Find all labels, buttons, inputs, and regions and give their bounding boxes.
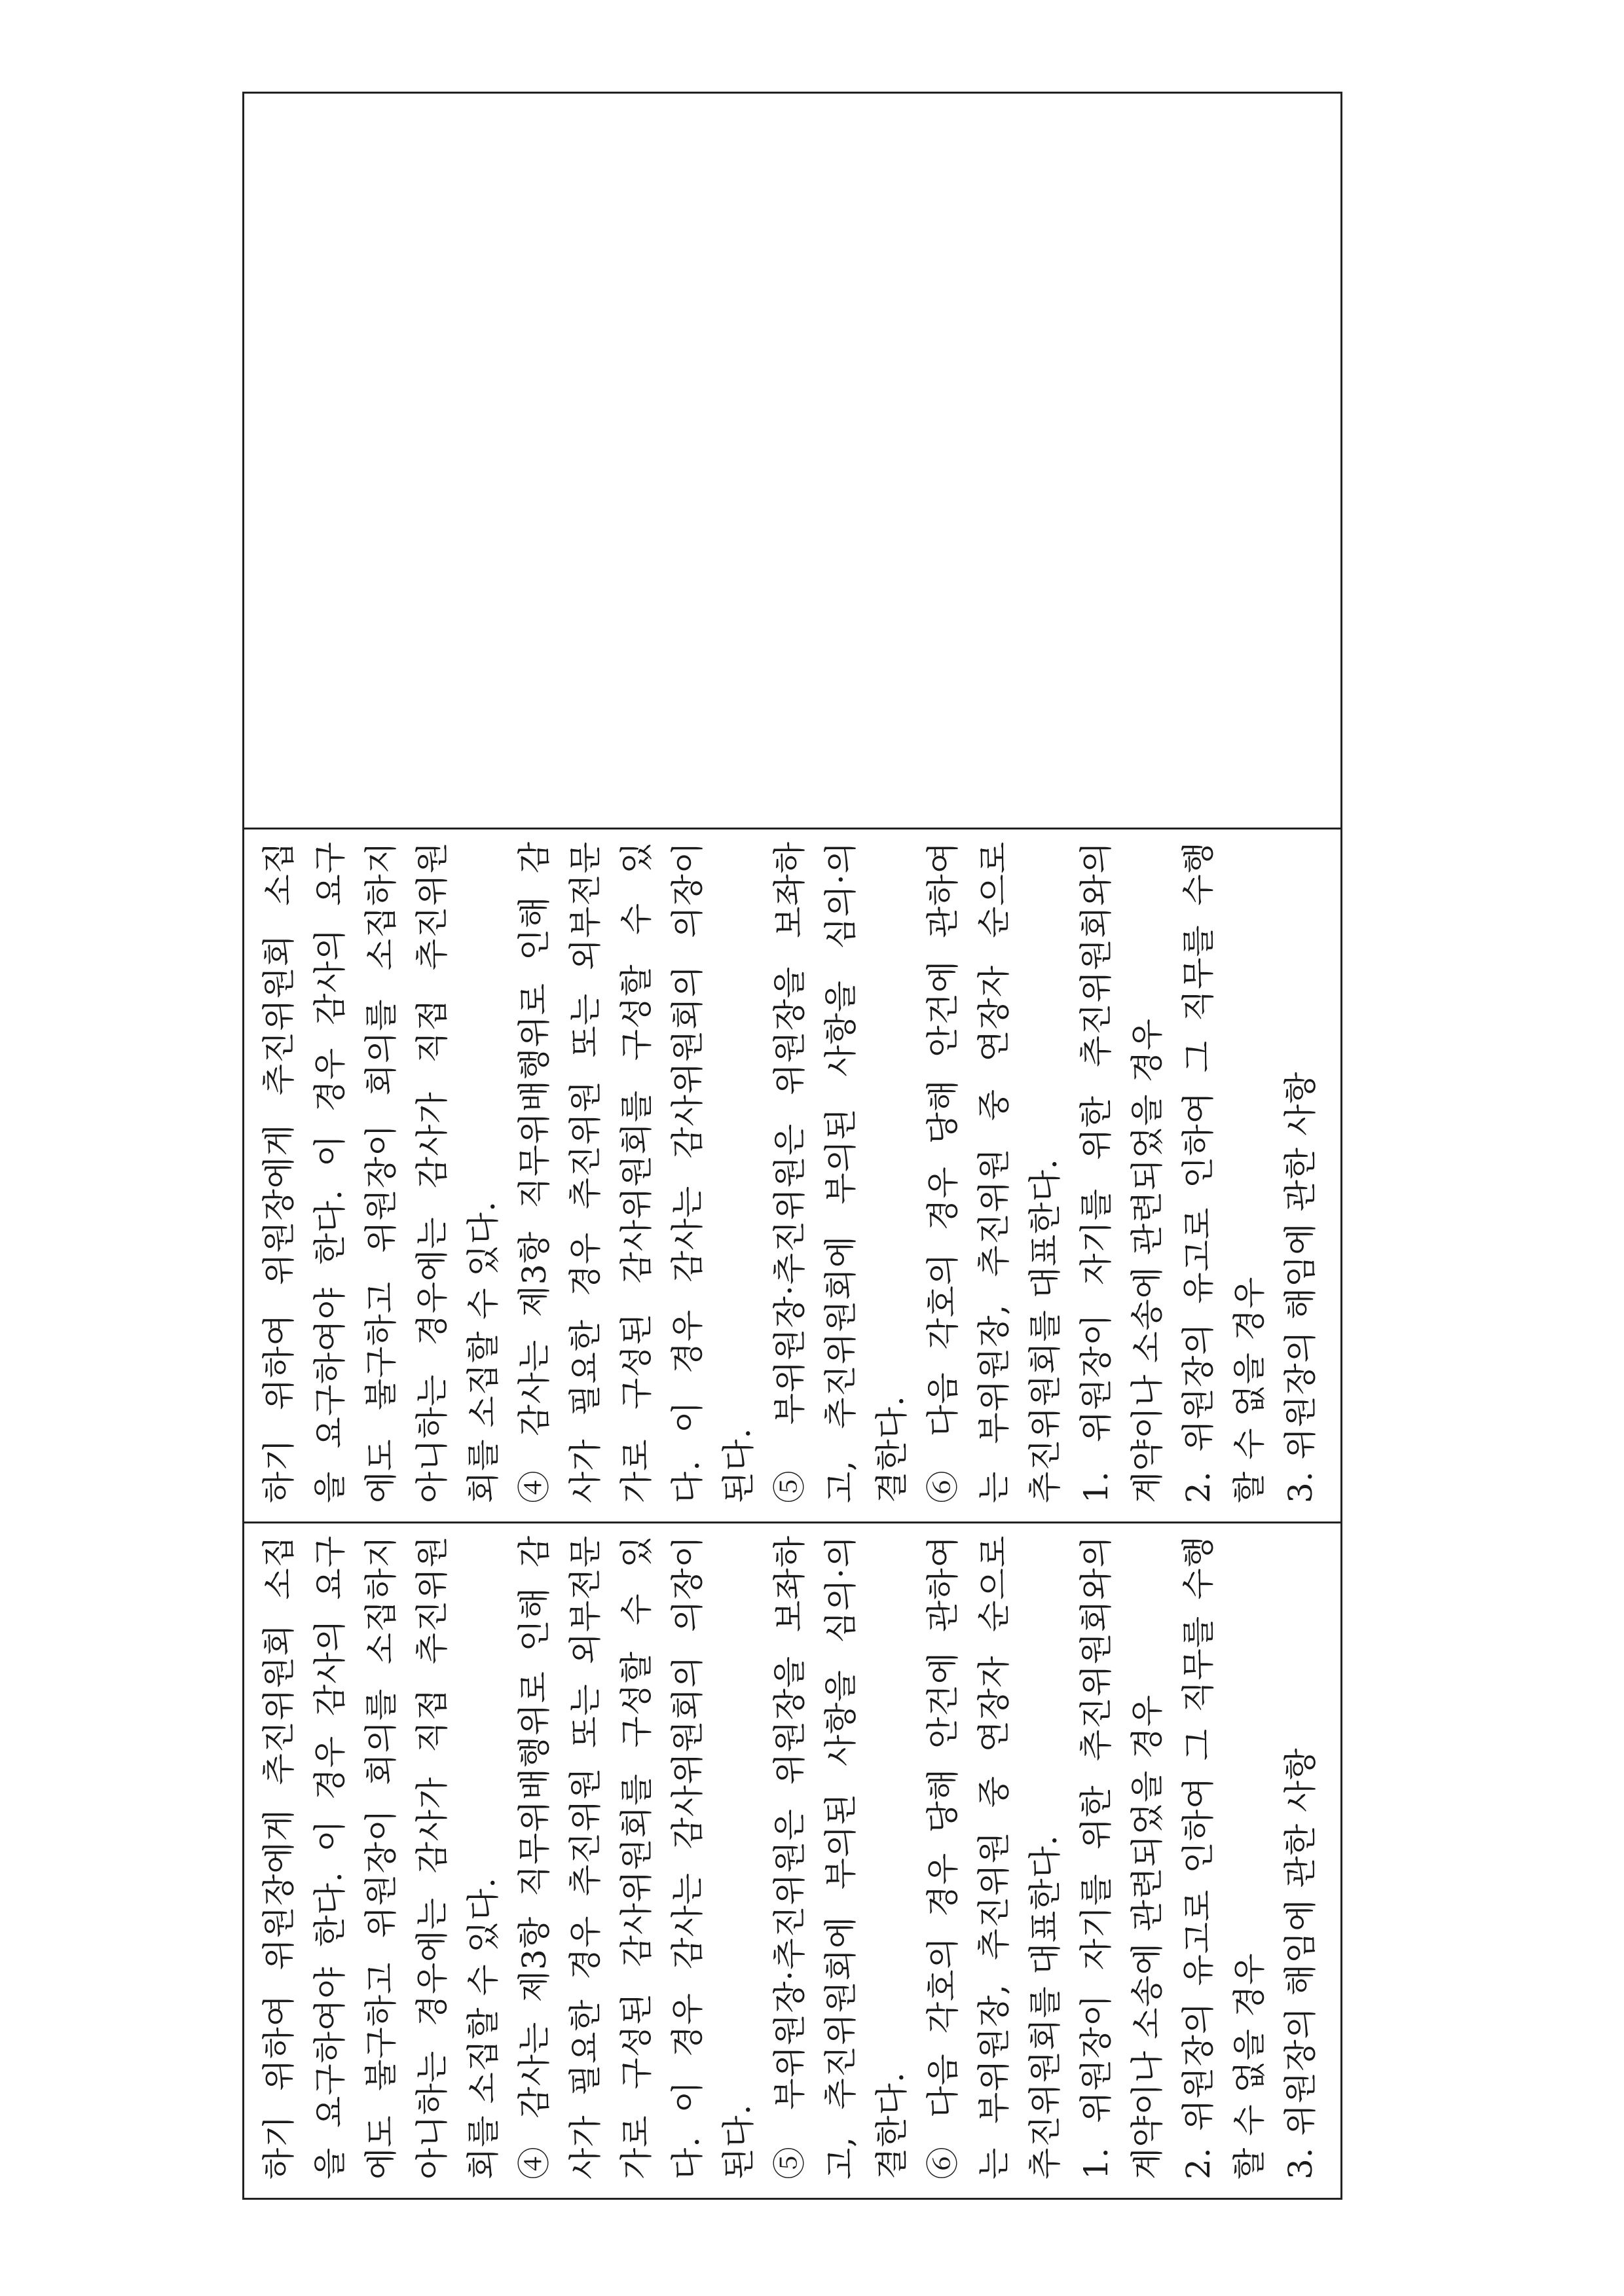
text-line: ⑤ 부위원장·추진위원은 위원장을 보좌하 bbox=[771, 841, 809, 1503]
text-line: 다. 이 경우 감사는 감사위원회의 의장이 bbox=[669, 1535, 707, 2179]
text-line: 계약이나 소송에 관련되었을 경우 bbox=[1128, 1694, 1166, 2179]
text-line: 가로 구성된 감사위원회를 구성할 수 있 bbox=[618, 1535, 655, 2179]
text-line: 을 요구하여야 한다. 이 경우 감사의 요구 bbox=[311, 841, 349, 1503]
text-line: 아니하는 경우에는 감사가 직접 추진위원 bbox=[413, 841, 451, 1503]
text-line: 사가 필요한 경우 추진위원 또는 외부전문 bbox=[566, 1535, 604, 2179]
text-line: 고, 추진위원회에 부의된 사항을 심의·의 bbox=[822, 1535, 860, 2179]
text-line: 2. 위원장의 유고로 인하여 그 직무를 수행 bbox=[1179, 1535, 1217, 2179]
text-line: 3. 위원장의 해임에 관한 사항 bbox=[1282, 1071, 1320, 1503]
text-line: 는 부위원장, 추진위원 중 연장자 순으로 bbox=[975, 841, 1013, 1503]
rotated-table bbox=[242, 92, 1342, 2200]
text-line: 결한다. bbox=[873, 2071, 911, 2179]
text-line: 된다. bbox=[720, 1427, 758, 1503]
text-line: 을 요구하여야 한다. 이 경우 감사의 요구 bbox=[311, 1535, 349, 2179]
text-line: 하기 위하여 위원장에게 추진위원회 소집 bbox=[260, 841, 298, 1503]
table-column-middle bbox=[244, 829, 1340, 1523]
text-line: 1. 위원장이 자기를 위한 추진위원회와의 bbox=[1077, 841, 1115, 1503]
text-line: 할 수 없을 경우 bbox=[1230, 1276, 1268, 1503]
text-line: 사가 필요한 경우 추진위원 또는 외부전문 bbox=[566, 841, 604, 1503]
text-line: 하기 위하여 위원장에게 추진위원회 소집 bbox=[260, 1535, 298, 2179]
document-page bbox=[242, 92, 1342, 2200]
text-line: ⑥ 다음 각호의 경우 당해 안건에 관하여 bbox=[924, 1535, 962, 2179]
text-line: 회를 소집할 수 있다. bbox=[464, 1877, 502, 2179]
text-line: ⑤ 부위원장·추진위원은 위원장을 보좌하 bbox=[771, 1535, 809, 2179]
table-column-right-empty bbox=[244, 94, 1340, 829]
text-line: 결한다. bbox=[873, 1395, 911, 1503]
text-line: 2. 위원장의 유고로 인하여 그 직무를 수행 bbox=[1179, 841, 1217, 1503]
text-line: 아니하는 경우에는 감사가 직접 추진위원 bbox=[413, 1535, 451, 2179]
text-line: 추진위원회를 대표한다. bbox=[1026, 1834, 1064, 2179]
text-line: ⑥ 다음 각호의 경우 당해 안건에 관하여 bbox=[924, 841, 962, 1503]
text-line: 1. 위원장이 자기를 위한 추진위원회와의 bbox=[1077, 1535, 1115, 2179]
text-line: 는 부위원장, 추진위원 중 연장자 순으로 bbox=[975, 1535, 1013, 2179]
table-column-left bbox=[244, 1523, 1340, 2198]
text-line: 3. 위원장의 해임에 관한 사항 bbox=[1282, 1747, 1320, 2179]
text-line: 계약이나 소송에 관련되었을 경우 bbox=[1128, 1018, 1166, 1503]
text-line: ④ 감사는 제3항 직무위배행위로 인해 감 bbox=[515, 1535, 553, 2179]
text-line: 다. 이 경우 감사는 감사위원회의 의장이 bbox=[669, 841, 707, 1503]
text-line: 할 수 없을 경우 bbox=[1230, 1952, 1268, 2179]
text-line: 고, 추진위원회에 부의된 사항을 심의·의 bbox=[822, 841, 860, 1503]
text-line: 된다. bbox=[720, 2104, 758, 2179]
text-line: 에도 불구하고 위원장이 회의를 소집하지 bbox=[362, 1535, 400, 2179]
text-line: 회를 소집할 수 있다. bbox=[464, 1201, 502, 1503]
text-line: 에도 불구하고 위원장이 회의를 소집하지 bbox=[362, 841, 400, 1503]
text-line: 가로 구성된 감사위원회를 구성할 수 있 bbox=[618, 841, 655, 1503]
text-line: 추진위원회를 대표한다. bbox=[1026, 1158, 1064, 1503]
text-line: ④ 감사는 제3항 직무위배행위로 인해 감 bbox=[515, 841, 553, 1503]
